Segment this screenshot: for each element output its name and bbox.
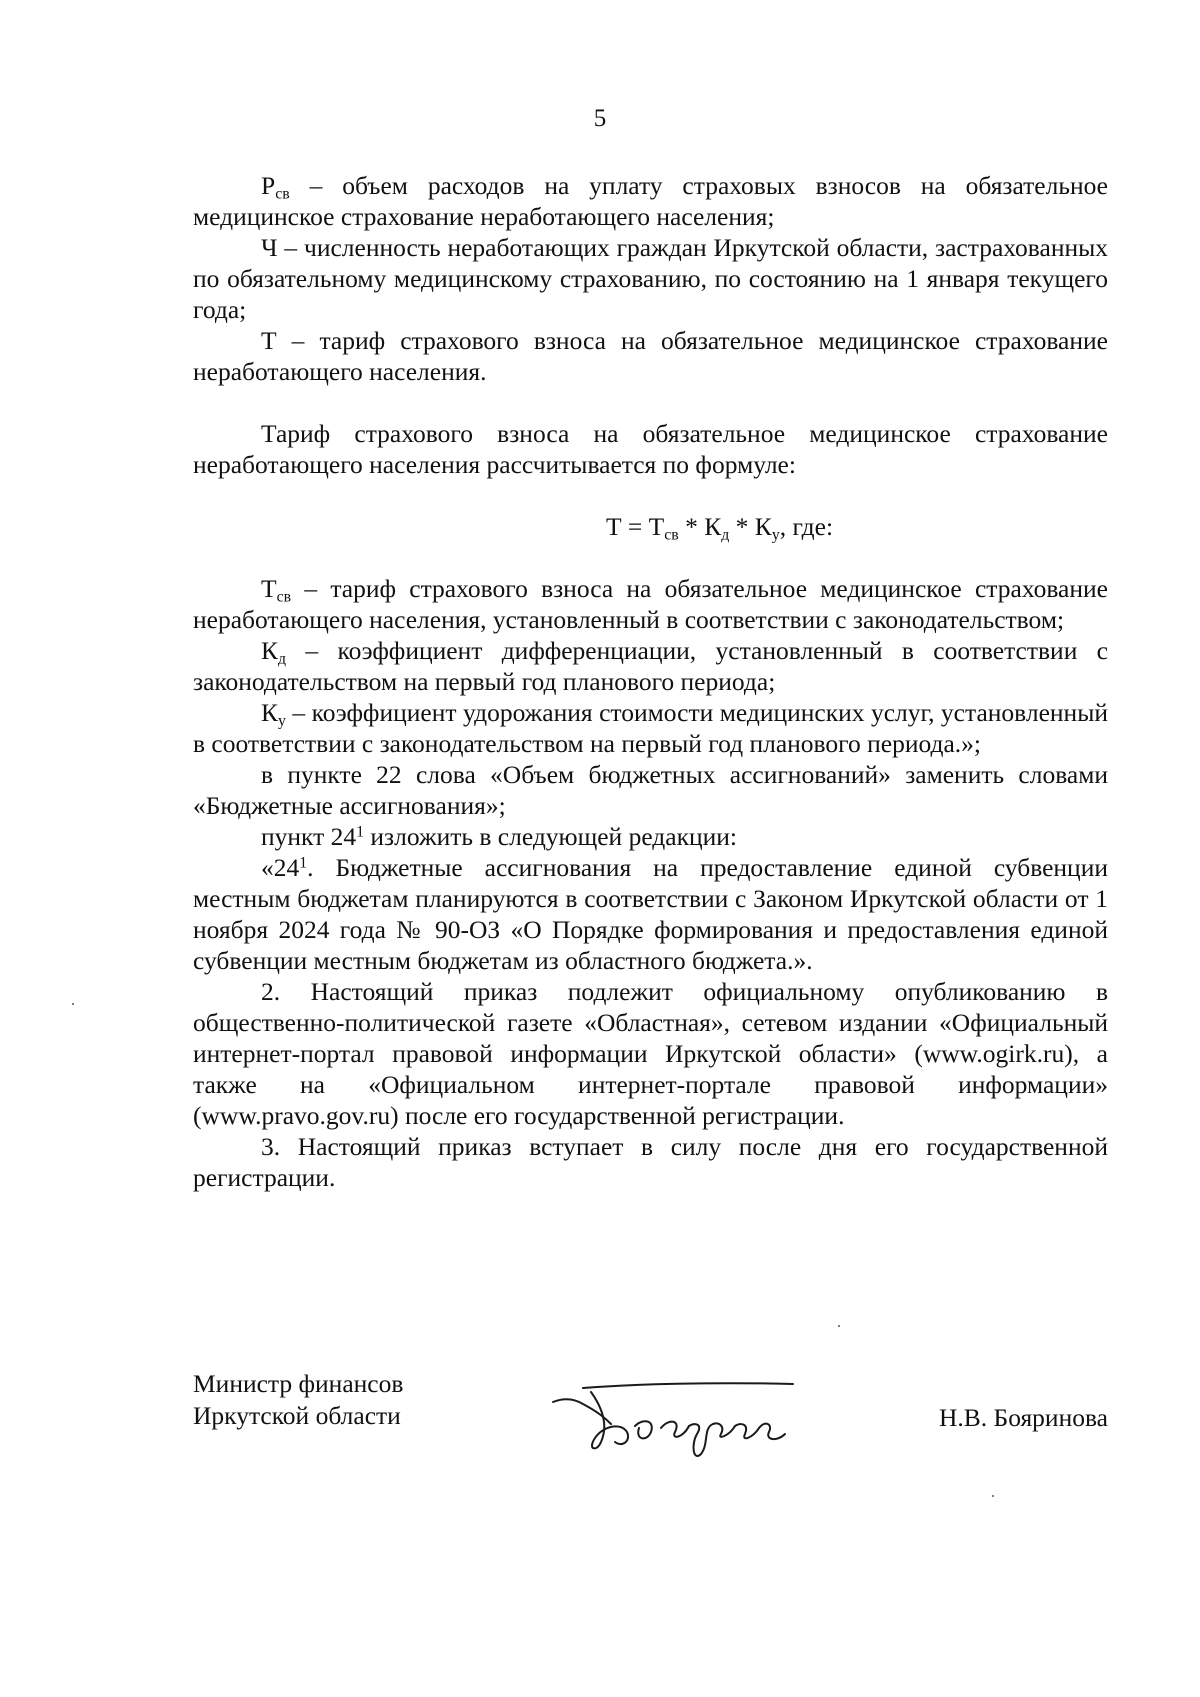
definition-rsv: $Р_{св}$ – объем расходов на уплату страховых взносов на обязательное медицинское страхование неработающего населения; (193, 171, 1108, 231)
clause-2: 2. Настоящий приказ подлежит официальному опубликованию в общественно-политической газете «Областная», сетевом издании «Официальный интернет-портал правовой информации Иркутской области» (www.ogirk.ru), а также на «Официальном интернет-портале правовой информации» (www.pravo.gov.ru) после его государственной регистрации. (193, 977, 1108, 1130)
scan-speck (72, 1003, 74, 1005)
scan-speck (838, 1325, 840, 1327)
signature-block (193, 1368, 1108, 1488)
signatory-name: Н.В. Бояринова (939, 1403, 1108, 1432)
definition-ku: $К_у$ – коэффициент удорожания стоимости медицинских услуг, установленный в соответствии с законодательством на первый год планового периода.»; (193, 698, 1108, 758)
definition-t: Т – тариф страхового взноса на обязательное медицинское страхование неработающего населения. (193, 326, 1108, 386)
scan-speck (992, 1495, 994, 1497)
position-line-2: Иркутской области (193, 1401, 401, 1430)
clause-3: 3. Настоящий приказ вступает в силу после дня его государственной регистрации. (193, 1132, 1108, 1192)
handwritten-signature (543, 1362, 813, 1472)
page-number: 5 (593, 105, 607, 132)
tariff-intro: Тариф страхового взноса на обязательное медицинское страхование неработающего населения рассчитывается по формуле: (193, 419, 1108, 479)
amendment-p24: пункт $24^1$ изложить в следующей редакции: (261, 822, 738, 851)
definition-tsv: $Т_{св}$ – тариф страхового взноса на обязательное медицинское страхование неработающего населения, установленный в соответствии с законодательством; (193, 574, 1108, 634)
amendment-p24-text: «$24^1$. Бюджетные ассигнования на предоставление единой субвенции местным бюджетам планируются в соответствии с Законом Иркутской области от 1 ноября 2024 года № 90-ОЗ «О Порядке формирования и предоставления единой субвенции местным бюджетам из областного бюджета.». (193, 853, 1108, 975)
tariff-formula: $Т = Т_{св} * К_д * К_у$, где: (605, 512, 834, 544)
position-line-1: Министр финансов (193, 1369, 404, 1398)
definition-ch: Ч – численность неработающих граждан Иркутской области, застрахованных по обязательному медицинскому страхованию, по состоянию на 1 января текущего года; (193, 233, 1108, 324)
amendment-p22: в пункте 22 слова «Объем бюджетных ассигнований» заменить словами «Бюджетные ассигнования»; (193, 760, 1108, 820)
document-body (193, 170, 1108, 1193)
definition-kd: $К_д$ – коэффициент дифференциации, установленный в соответствии с законодательством на первый год планового периода; (193, 636, 1108, 696)
signatory-position (193, 1368, 403, 1432)
